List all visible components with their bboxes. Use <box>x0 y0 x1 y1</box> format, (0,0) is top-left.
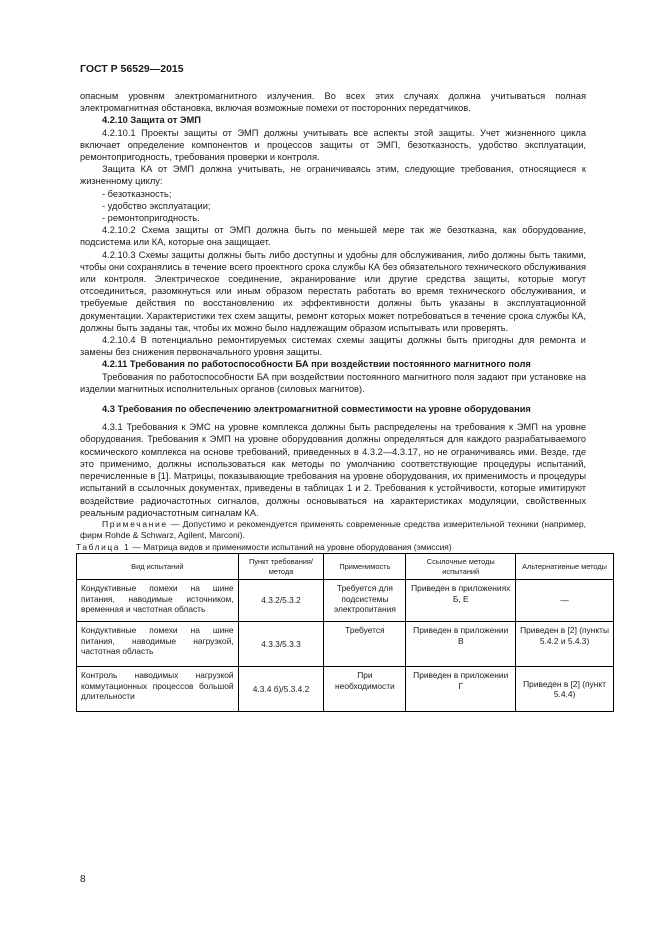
table-cell: Приведен в приложениях Б, Е <box>406 580 516 622</box>
table-header-row <box>77 554 614 580</box>
table-caption <box>76 541 586 553</box>
column-header: Вид испытаний <box>77 554 239 580</box>
section-heading-4-2-11: 4.2.11 Требования по работоспособности БА при воздействии постоянного магнитного поля <box>102 359 531 370</box>
list-item: - удобство эксплуатации; <box>102 200 211 211</box>
paragraph-4-2-10-3: 4.2.10.3 Схемы защиты должны быть либо доступны и удобны для обслуживания, либо должны быть такими, чтобы они сохранялись в течение всего проектного срока службы КА без обязательного технического обслуживания или контроля. Электрическое соединение, экранирование или другие средства защиты, которые могут отсоединиться, разомкнуться или иным образом перестать работать во время технического обслуживания, и требуемые действия по восстановлению их эффективности должны быть указаны в эксплуатационной документации. Характеристики тех схем защиты, ремонт которых может потребоваться в течение срока службы КА, должны быть заданы так, чтобы их можно было надлежащим образом испытывать или проверять. <box>80 249 586 333</box>
table-cell: Требуется <box>324 622 406 667</box>
table-cell: Приведен в [2] (пункты 5.4.2 и 5.4.3) <box>516 622 614 667</box>
table-row <box>77 667 614 712</box>
paragraph: опасным уровням электромагнитного излучения. Во всех этих случаях должна учитываться полная электромагнитная обстановка, включая возможные помехи от посторонних передатчиков. <box>80 91 586 114</box>
table-cell: Контроль наводимых нагрузкой коммутационных процессов большой длительности <box>77 667 239 712</box>
paragraph-4-3-1: 4.3.1 Требования к ЭМС на уровне комплекса должны быть распределены на требования к ЭМП на уровне оборудования. Требования к ЭМП на уровне оборудования должны определяться для каждого разрабатываемого космического комплекса на основе требований, приведенных в 4.3.2—4.3.17, но не ограничиваясь ими. Везде, где это применимо, должны использоваться как методы по умолчанию соответствующие процедуры испытаний, перечисленные в [1]. Матрицы, показывающие требования на уровне оборудования, их применимость и процедуры испытаний в ссылочных документах, приведены в таблицах 1 и 2. Требования к устойчивости, которые имитируют воздействие радиочастотных сигналов, должны основываться на характеристиках модуляции, свойственных реальным радиочастотным сигналам КА. <box>80 422 586 518</box>
table-caption-text: — Матрица видов и применимости испытаний на уровне оборудования (эмиссия) <box>130 541 452 552</box>
table-cell: При необходимости <box>324 667 406 712</box>
table-cell: Требуется для подсистемы электропитания <box>324 580 406 622</box>
paragraph-4-2-10-1: 4.2.10.1 Проекты защиты от ЭМП должны учитывать все аспекты этой защиты. Учет жизненного цикла включает определение компонентов и процессов защиты от ЭМП, безотказность, удобство эксплуатации, ремонтопригодность, требования проверки и контроля. <box>80 127 586 163</box>
table-cell: Приведен в [2] (пункт 5.4.4) <box>516 667 614 712</box>
section-heading-4-2-10: 4.2.10 Защита от ЭМП <box>102 115 201 126</box>
page-content <box>76 90 609 712</box>
page-number: 8 <box>80 874 86 885</box>
note-text: — Допустимо и рекомендуется применять современные средства измерительной техники (например, фирм Rohde & Schwarz, Agilent, Marconi). <box>80 518 586 540</box>
column-header: Пункт требования/ метода <box>238 554 324 580</box>
section-4-3 <box>80 403 586 541</box>
table-cell: 4.3.2/5.3.2 <box>238 580 324 622</box>
paragraph-4-2-10-2: 4.2.10.2 Схема защиты от ЭМП должна быть по меньшей мере так же безотказна, как оборудование, подсистема или КА, которые она защищает. <box>80 225 586 248</box>
table-cell: — <box>516 580 614 622</box>
table-cell: Приведен в приложении В <box>406 622 516 667</box>
note <box>80 519 586 541</box>
table-row <box>77 580 614 622</box>
test-matrix-table <box>76 553 614 712</box>
paragraph-4-2-11: Требования по работоспособности БА при воздействии постоянного магнитного поля задают при установке на изделии магнитных исполнительных органов (силовых магнитов). <box>80 371 586 394</box>
table-cell: Приведен в приложении Г <box>406 667 516 712</box>
table-cell: 4.3.4 б)/5.3.4.2 <box>238 667 324 712</box>
column-header: Ссылочные методы испытаний <box>406 554 516 580</box>
paragraph-4-2-10-4: 4.2.10.4 В потенциально ремонтируемых системах схемы защиты должны быть пригодны для ремонта и замены без снижения первоначального уровня защиты. <box>80 335 586 358</box>
section-heading-4-3: 4.3 Требования по обеспечению электромагнитной совместимости на уровне оборудования <box>102 404 531 415</box>
paragraph-ka-protection: Защита КА от ЭМП должна учитывать, не ограничиваясь этим, следующие требования, относящиеся к жизненному циклу: <box>80 164 586 187</box>
table-caption-label: Таблица 1 <box>76 541 131 552</box>
table-cell: 4.3.3/5.3.3 <box>238 622 324 667</box>
note-label: Примечание <box>102 518 168 529</box>
column-header: Применимость <box>324 554 406 580</box>
list-item: - безотказность; <box>102 188 172 199</box>
requirements-list <box>80 188 586 225</box>
column-header: Альтернативные методы <box>516 554 614 580</box>
page-header-standard-id: ГОСТ Р 56529—2015 <box>80 63 184 75</box>
table-row <box>77 622 614 667</box>
list-item: - ремонтопригодность. <box>102 213 200 224</box>
table-cell: Кондуктивные помехи на шине питания, наводимые источником, временная и частотная область <box>77 580 239 622</box>
table-cell: Кондуктивные помехи на шине питания, наводимые нагрузкой, частотная область <box>77 622 239 667</box>
